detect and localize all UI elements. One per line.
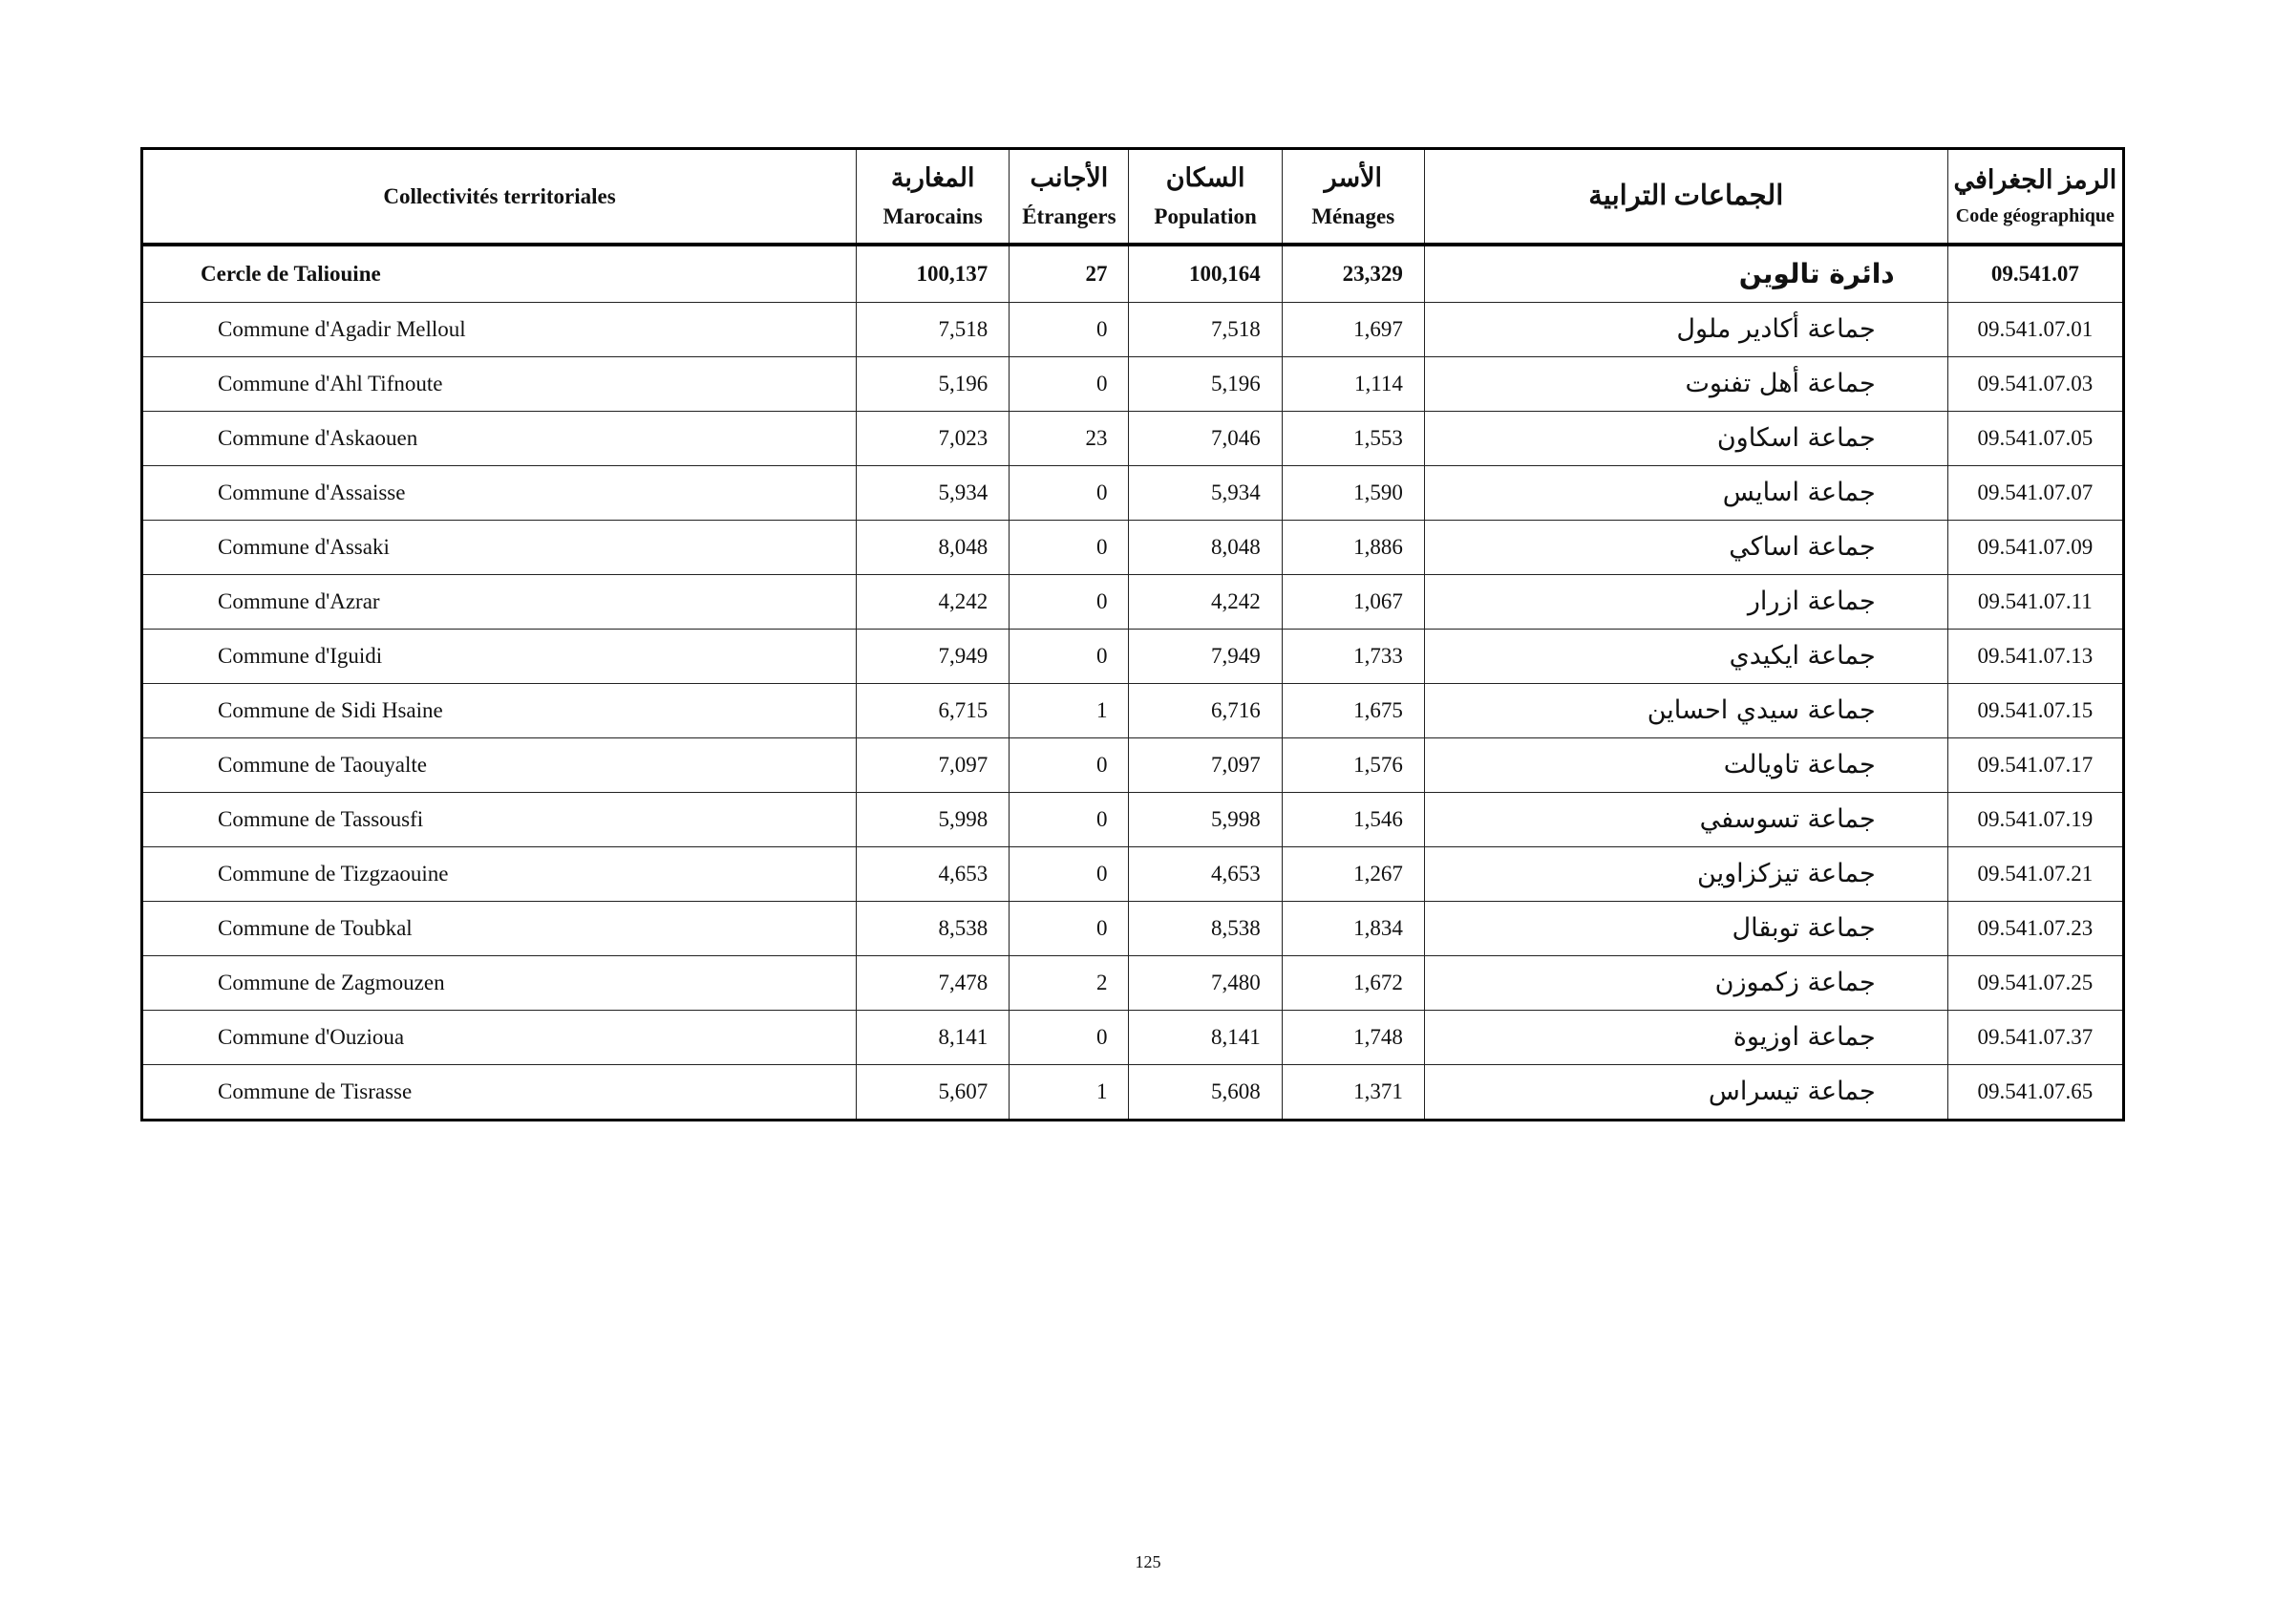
- header-code-fr: Code géographique: [1955, 205, 2115, 227]
- commune-code: 09.541.07.25: [1947, 956, 2123, 1011]
- commune-marocains: 4,653: [857, 847, 1010, 902]
- commune-etrangers: 1: [1010, 684, 1129, 738]
- commune-etrangers: 0: [1010, 738, 1129, 793]
- commune-name-ar: جماعة اسايس: [1424, 466, 1947, 521]
- commune-code: 09.541.07.19: [1947, 793, 2123, 847]
- header-menages: [1282, 149, 1424, 246]
- commune-etrangers: 2: [1010, 956, 1129, 1011]
- commune-code: 09.541.07.23: [1947, 902, 2123, 956]
- commune-code: 09.541.07.01: [1947, 303, 2123, 357]
- table-row: [142, 793, 2124, 847]
- commune-menages: 1,697: [1282, 303, 1424, 357]
- commune-etrangers: 0: [1010, 303, 1129, 357]
- commune-population: 5,998: [1129, 793, 1282, 847]
- commune-code: 09.541.07.15: [1947, 684, 2123, 738]
- commune-menages: 1,834: [1282, 902, 1424, 956]
- commune-population: 4,242: [1129, 575, 1282, 630]
- commune-name: Commune de Tassousfi: [142, 793, 857, 847]
- table-row: [142, 575, 2124, 630]
- commune-marocains: 7,023: [857, 412, 1010, 466]
- commune-menages: 1,553: [1282, 412, 1424, 466]
- commune-name-ar: جماعة تيسراس: [1424, 1065, 1947, 1121]
- commune-name-ar: جماعة أهل تفنوت: [1424, 357, 1947, 412]
- commune-population: 8,048: [1129, 521, 1282, 575]
- commune-etrangers: 0: [1010, 1011, 1129, 1065]
- population-table: [140, 147, 2125, 1121]
- table-row: [142, 684, 2124, 738]
- commune-etrangers: 0: [1010, 575, 1129, 630]
- table-row: [142, 630, 2124, 684]
- commune-etrangers: 0: [1010, 630, 1129, 684]
- commune-name-ar: جماعة اسكاون: [1424, 412, 1947, 466]
- commune-marocains: 8,048: [857, 521, 1010, 575]
- commune-menages: 1,546: [1282, 793, 1424, 847]
- commune-menages: 1,748: [1282, 1011, 1424, 1065]
- cercle-name: Cercle de Taliouine: [142, 245, 857, 303]
- header-population: [1129, 149, 1282, 246]
- commune-etrangers: 0: [1010, 466, 1129, 521]
- commune-name-ar: جماعة سيدي احساين: [1424, 684, 1947, 738]
- commune-marocains: 5,934: [857, 466, 1010, 521]
- header-code-ar: الرمز الجغرافي: [1953, 164, 2117, 194]
- header-jamaat-ar: الجماعات الترابية: [1424, 149, 1947, 246]
- table-row: [142, 1011, 2124, 1065]
- cercle-menages: 23,329: [1282, 245, 1424, 303]
- commune-name: Commune d'Azrar: [142, 575, 857, 630]
- cercle-population: 100,164: [1129, 245, 1282, 303]
- commune-population: 7,480: [1129, 956, 1282, 1011]
- commune-menages: 1,267: [1282, 847, 1424, 902]
- header-etrangers: [1010, 149, 1129, 246]
- cercle-etrangers: 27: [1010, 245, 1129, 303]
- commune-code: 09.541.07.21: [1947, 847, 2123, 902]
- commune-etrangers: 0: [1010, 847, 1129, 902]
- header-marocains-ar: المغاربة: [890, 163, 975, 192]
- commune-etrangers: 0: [1010, 357, 1129, 412]
- commune-menages: 1,675: [1282, 684, 1424, 738]
- cercle-code: 09.541.07: [1947, 245, 2123, 303]
- table-row: [142, 956, 2124, 1011]
- cercle-name-ar: دائرة تالوين: [1424, 245, 1947, 303]
- commune-population: 5,196: [1129, 357, 1282, 412]
- commune-name-ar: جماعة زكموزن: [1424, 956, 1947, 1011]
- commune-marocains: 6,715: [857, 684, 1010, 738]
- header-marocains: [857, 149, 1010, 246]
- commune-name: Commune d'Ahl Tifnoute: [142, 357, 857, 412]
- commune-menages: 1,114: [1282, 357, 1424, 412]
- table-row: [142, 521, 2124, 575]
- cercle-row: [142, 245, 2124, 303]
- commune-name: Commune d'Askaouen: [142, 412, 857, 466]
- commune-code: 09.541.07.17: [1947, 738, 2123, 793]
- header-population-ar: السكان: [1165, 163, 1245, 192]
- commune-menages: 1,733: [1282, 630, 1424, 684]
- commune-population: 5,934: [1129, 466, 1282, 521]
- commune-population: 5,608: [1129, 1065, 1282, 1121]
- commune-name-ar: جماعة تسوسفي: [1424, 793, 1947, 847]
- commune-name: Commune d'Iguidi: [142, 630, 857, 684]
- commune-etrangers: 0: [1010, 902, 1129, 956]
- commune-marocains: 8,538: [857, 902, 1010, 956]
- commune-marocains: 7,478: [857, 956, 1010, 1011]
- commune-name-ar: جماعة ايكيدي: [1424, 630, 1947, 684]
- commune-etrangers: 0: [1010, 793, 1129, 847]
- commune-name: Commune de Tizgzaouine: [142, 847, 857, 902]
- page-number: 125: [1135, 1552, 1161, 1571]
- table-row: [142, 357, 2124, 412]
- commune-name-ar: جماعة اوزيوة: [1424, 1011, 1947, 1065]
- commune-menages: 1,886: [1282, 521, 1424, 575]
- commune-name: Commune d'Ouzioua: [142, 1011, 857, 1065]
- commune-code: 09.541.07.07: [1947, 466, 2123, 521]
- commune-menages: 1,576: [1282, 738, 1424, 793]
- commune-code: 09.541.07.03: [1947, 357, 2123, 412]
- commune-population: 7,949: [1129, 630, 1282, 684]
- table-row: [142, 902, 2124, 956]
- commune-menages: 1,590: [1282, 466, 1424, 521]
- commune-name-ar: جماعة تاويالت: [1424, 738, 1947, 793]
- commune-marocains: 7,949: [857, 630, 1010, 684]
- table-body: [142, 245, 2124, 1121]
- commune-population: 8,141: [1129, 1011, 1282, 1065]
- commune-population: 8,538: [1129, 902, 1282, 956]
- commune-etrangers: 1: [1010, 1065, 1129, 1121]
- commune-marocains: 5,607: [857, 1065, 1010, 1121]
- commune-name-ar: جماعة توبقال: [1424, 902, 1947, 956]
- commune-name-ar: جماعة اساكي: [1424, 521, 1947, 575]
- header-population-fr: Population: [1154, 203, 1257, 228]
- commune-code: 09.541.07.13: [1947, 630, 2123, 684]
- commune-code: 09.541.07.37: [1947, 1011, 2123, 1065]
- header-menages-fr: Ménages: [1311, 203, 1395, 228]
- commune-code: 09.541.07.11: [1947, 575, 2123, 630]
- commune-name: Commune d'Assaki: [142, 521, 857, 575]
- header-etrangers-fr: Étrangers: [1022, 203, 1116, 228]
- header-etrangers-ar: الأجانب: [1030, 163, 1109, 192]
- commune-code: 09.541.07.05: [1947, 412, 2123, 466]
- commune-name-ar: جماعة أكادير ملول: [1424, 303, 1947, 357]
- commune-marocains: 7,518: [857, 303, 1010, 357]
- table-row: [142, 847, 2124, 902]
- table-row: [142, 303, 2124, 357]
- commune-etrangers: 0: [1010, 521, 1129, 575]
- commune-name: Commune de Taouyalte: [142, 738, 857, 793]
- commune-marocains: 5,998: [857, 793, 1010, 847]
- commune-name: Commune de Tisrasse: [142, 1065, 857, 1121]
- commune-marocains: 7,097: [857, 738, 1010, 793]
- commune-name: Commune de Zagmouzen: [142, 956, 857, 1011]
- commune-code: 09.541.07.65: [1947, 1065, 2123, 1121]
- commune-menages: 1,067: [1282, 575, 1424, 630]
- commune-name: Commune de Sidi Hsaine: [142, 684, 857, 738]
- commune-name: Commune d'Assaisse: [142, 466, 857, 521]
- table-row: [142, 738, 2124, 793]
- cercle-marocains: 100,137: [857, 245, 1010, 303]
- commune-menages: 1,371: [1282, 1065, 1424, 1121]
- commune-name-ar: جماعة ازرار: [1424, 575, 1947, 630]
- commune-code: 09.541.07.09: [1947, 521, 2123, 575]
- table-row: [142, 412, 2124, 466]
- commune-name-ar: جماعة تيزكزاوين: [1424, 847, 1947, 902]
- commune-population: 7,046: [1129, 412, 1282, 466]
- table-row: [142, 466, 2124, 521]
- header-collectivites: Collectivités territoriales: [142, 149, 857, 246]
- commune-marocains: 8,141: [857, 1011, 1010, 1065]
- commune-etrangers: 23: [1010, 412, 1129, 466]
- commune-population: 7,518: [1129, 303, 1282, 357]
- header-code: [1947, 149, 2123, 246]
- commune-marocains: 5,196: [857, 357, 1010, 412]
- header-marocains-fr: Marocains: [882, 203, 983, 228]
- header-menages-ar: الأسر: [1324, 163, 1382, 192]
- commune-population: 4,653: [1129, 847, 1282, 902]
- table-row: [142, 1065, 2124, 1121]
- header-row: [142, 149, 2124, 246]
- commune-menages: 1,672: [1282, 956, 1424, 1011]
- commune-population: 6,716: [1129, 684, 1282, 738]
- commune-name: Commune d'Agadir Melloul: [142, 303, 857, 357]
- commune-population: 7,097: [1129, 738, 1282, 793]
- commune-name: Commune de Toubkal: [142, 902, 857, 956]
- commune-marocains: 4,242: [857, 575, 1010, 630]
- table-header: [142, 149, 2124, 246]
